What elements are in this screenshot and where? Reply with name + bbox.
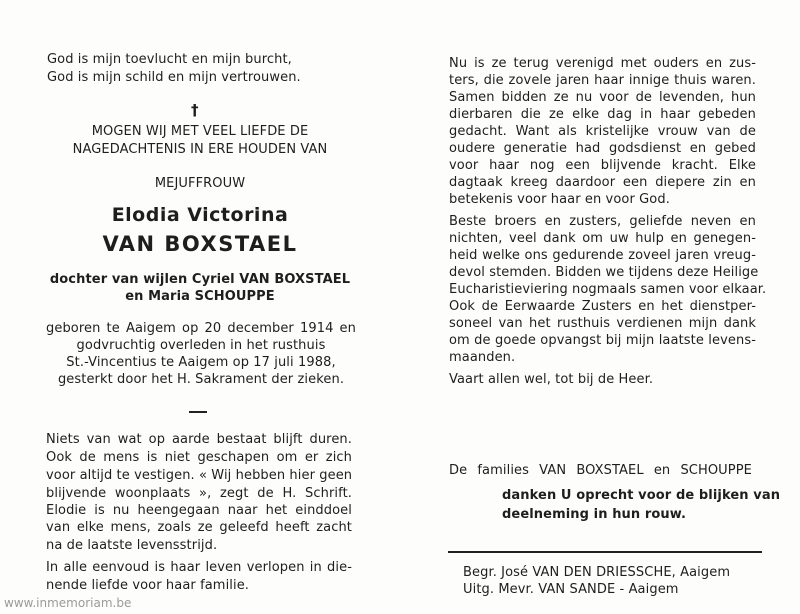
parents-line: en Maria SCHOUPPE bbox=[125, 289, 275, 304]
birth-line: godvruchtig overleden in het rusthuis bbox=[76, 338, 326, 353]
text-line: van elke mens, zoals ze geleefd heeft zacht bbox=[46, 520, 352, 535]
text-line: In alle eenvoud is haar leven verlopen in die- bbox=[46, 560, 352, 575]
cross-icon: † bbox=[191, 101, 199, 119]
para2-line: Beste broers en zusters, geliefde neven en bbox=[449, 214, 756, 229]
watermark-text: www.inmemoriam.be bbox=[4, 596, 132, 610]
para2-line: om de goede opvangst bij mijn laatste levens- bbox=[449, 333, 756, 348]
para2-line: maanden. bbox=[449, 350, 516, 365]
thanks-line: danken U oprecht voor de blijken van bbox=[502, 488, 781, 503]
para1-line: dierbaren die ze elke dag in haar gebeden bbox=[449, 107, 756, 122]
para2-line: nichten, veel dank om uw hulp en genegen- bbox=[449, 231, 756, 246]
text-line: nende liefde voor haar familie. bbox=[46, 578, 250, 593]
surname: VAN BOXSTAEL bbox=[102, 232, 298, 256]
farewell: Vaart allen wel, tot bij de Heer. bbox=[449, 372, 654, 387]
text-line: Niets van wat op aarde bestaat blijft duren. bbox=[46, 432, 352, 447]
para1-line: betekenis voor haar en voor God. bbox=[449, 192, 670, 207]
para2-line: Ook de Eerwaarde Zusters en het dienstper- bbox=[449, 299, 756, 314]
text-line: na de laatste levensstrijd. bbox=[46, 538, 218, 553]
text-line: voor altijd te vestigen. « Wij hebben hier geen bbox=[46, 468, 353, 483]
para2-line: devol stemden. Bidden we tijdens deze Heilige bbox=[449, 265, 759, 280]
para1-line: Samen bidden ze nu voor de levenden, hun bbox=[449, 90, 756, 105]
thanks-line: deelneming in hun rouw. bbox=[502, 507, 687, 522]
text-line: Ook de mens is niet geschapen om er zich bbox=[46, 450, 352, 465]
text-line: blijvende woonplaats », zegt de H. Schrift. bbox=[46, 486, 352, 501]
para1-line: ters, die zovele jaren haar innige thuis waren. bbox=[449, 73, 756, 88]
verse-line: God is mijn toevlucht en mijn burcht, bbox=[47, 52, 292, 67]
separator-dash bbox=[189, 411, 207, 413]
para2-line: soneel van het rusthuis verdienen mijn dank bbox=[449, 316, 756, 331]
publisher: Uitg. Mevr. VAN SANDE - Aaigem bbox=[463, 582, 679, 597]
text-line: Elodie is nu heengegaan naar het einddoel bbox=[46, 503, 352, 518]
honorific: MEJUFFROUW bbox=[154, 176, 246, 191]
parents-line: dochter van wijlen Cyriel VAN BOXSTAEL bbox=[49, 272, 351, 287]
para1-line: oudere generatie had godsdienst en gebed bbox=[449, 141, 756, 156]
para1-line: voor haar nog een blijvende kracht. Elke bbox=[449, 158, 756, 173]
first-names: Elodia Victorina bbox=[111, 204, 289, 226]
birth-line: gesterkt door het H. Sakrament der zieken. bbox=[57, 372, 345, 387]
families: De families VAN BOXSTAEL en SCHOUPPE bbox=[449, 463, 752, 478]
para2-line: heid welke ons gedurende zoveel jaren vreug- bbox=[449, 248, 756, 263]
birth-line: geboren te Aaigem op 20 december 1914 en bbox=[46, 321, 356, 336]
intro-line: NAGEDACHTENIS IN ERE HOUDEN VAN bbox=[72, 142, 328, 157]
birth-line: St.-Vincentius te Aaigem op 17 juli 1988, bbox=[66, 355, 336, 370]
para1-line: dagtaak kreeg daardoor een diepere zin en bbox=[449, 175, 756, 190]
verse-line: God is mijn schild en mijn vertrouwen. bbox=[47, 70, 301, 85]
undertaker: Begr. José VAN DEN DRIESSCHE, Aaigem bbox=[463, 565, 731, 580]
intro-line: MOGEN WIJ MET VEEL LIEFDE DE bbox=[91, 124, 309, 139]
para2-line: Eucharistieviering nogmaals samen voor elkaar. bbox=[449, 282, 767, 297]
para1-line: Nu is ze terug verenigd met ouders en zus- bbox=[449, 56, 756, 71]
para1-line: gedacht. Want als kristelijke vrouw van de bbox=[449, 124, 756, 139]
separator-rule bbox=[448, 551, 762, 553]
